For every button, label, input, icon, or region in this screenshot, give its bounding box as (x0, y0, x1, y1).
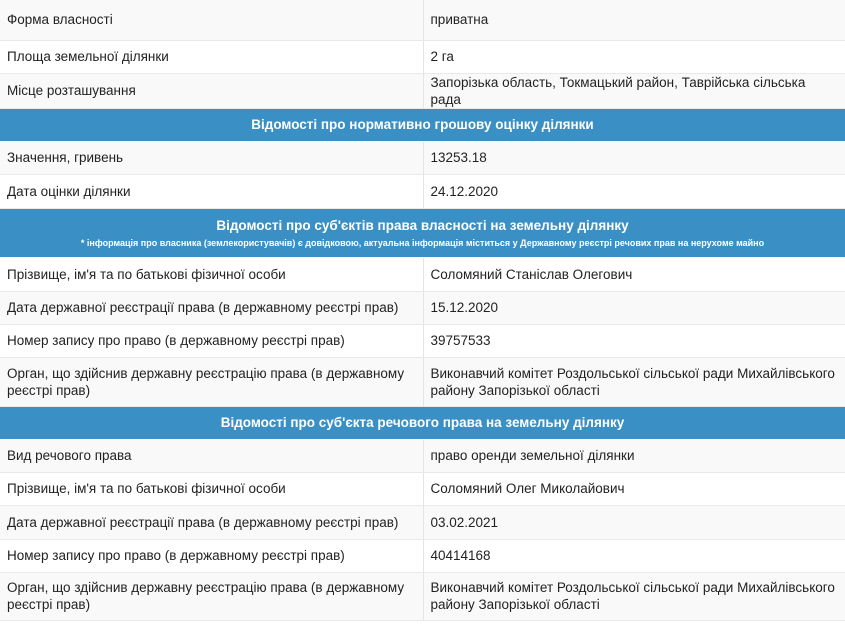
row-value: Виконавчий комітет Роздольської сільської ради Михайлівського району Запорізької області (423, 357, 845, 406)
row-label: Орган, що здійснив державну реєстрацію права (в державному реєстрі прав) (0, 572, 423, 620)
row-label: Дата державної реєстрації права (в державному реєстрі прав) (0, 291, 423, 324)
row-value: Виконавчий комітет Роздольської сільської ради Михайлівського району Запорізької області (423, 572, 845, 620)
table-row (0, 291, 845, 324)
section-title: Відомості про суб'єктів права власності на земельну ділянку (216, 217, 629, 233)
row-label: Площа земельної ділянки (0, 40, 423, 73)
row-value: Соломяний Станіслав Олегович (423, 257, 845, 291)
row-label: Дата оцінки ділянки (0, 174, 423, 208)
row-label: Орган, що здійснив державну реєстрацію права (в державному реєстрі прав) (0, 357, 423, 406)
row-value: Запорізька область, Токмацький район, Таврійська сільська рада (423, 73, 845, 108)
table-row (0, 0, 845, 40)
section-header-owners (0, 208, 845, 257)
table-row (0, 539, 845, 572)
row-value: 39757533 (423, 324, 845, 357)
row-value: Соломяний Олег Миколайович (423, 472, 845, 505)
row-label: Вид речового права (0, 439, 423, 472)
section-header-valuation (0, 108, 845, 141)
section-title: Відомості про суб'єкта речового права на земельну ділянку (0, 406, 845, 439)
row-label: Номер запису про право (в державному реєстрі прав) (0, 324, 423, 357)
row-label: Дата державної реєстрації права (в державному реєстрі прав) (0, 505, 423, 539)
row-label: Прізвище, ім'я та по батькові фізичної особи (0, 472, 423, 505)
section-header-cell (0, 208, 845, 257)
row-label: Прізвище, ім'я та по батькові фізичної особи (0, 257, 423, 291)
table-row (0, 505, 845, 539)
table-row (0, 472, 845, 505)
section-title: Відомості про нормативно грошову оцінку ділянки (0, 108, 845, 141)
table-row (0, 357, 845, 406)
section-header-property-right (0, 406, 845, 439)
row-label: Місце розташування (0, 73, 423, 108)
table-row (0, 40, 845, 73)
row-value: приватна (423, 0, 845, 40)
table-row (0, 439, 845, 472)
table-row (0, 174, 845, 208)
table-row (0, 257, 845, 291)
section-note: * інформація про власника (землекористувачів) є довідковою, актуальна інформація міститься у Державному реєстрі речових прав на нерухоме майно (80, 237, 765, 248)
row-value: 15.12.2020 (423, 291, 845, 324)
row-value: 40414168 (423, 539, 845, 572)
table-row (0, 73, 845, 108)
row-value: 2 га (423, 40, 845, 73)
table-row (0, 324, 845, 357)
row-value: право оренди земельної ділянки (423, 439, 845, 472)
row-label: Номер запису про право (в державному реєстрі прав) (0, 539, 423, 572)
table-row (0, 572, 845, 620)
row-value: 24.12.2020 (423, 174, 845, 208)
row-value: 03.02.2021 (423, 505, 845, 539)
row-label: Значення, гривень (0, 141, 423, 174)
table-row (0, 141, 845, 174)
row-value: 13253.18 (423, 141, 845, 174)
row-label: Форма власності (0, 0, 423, 40)
